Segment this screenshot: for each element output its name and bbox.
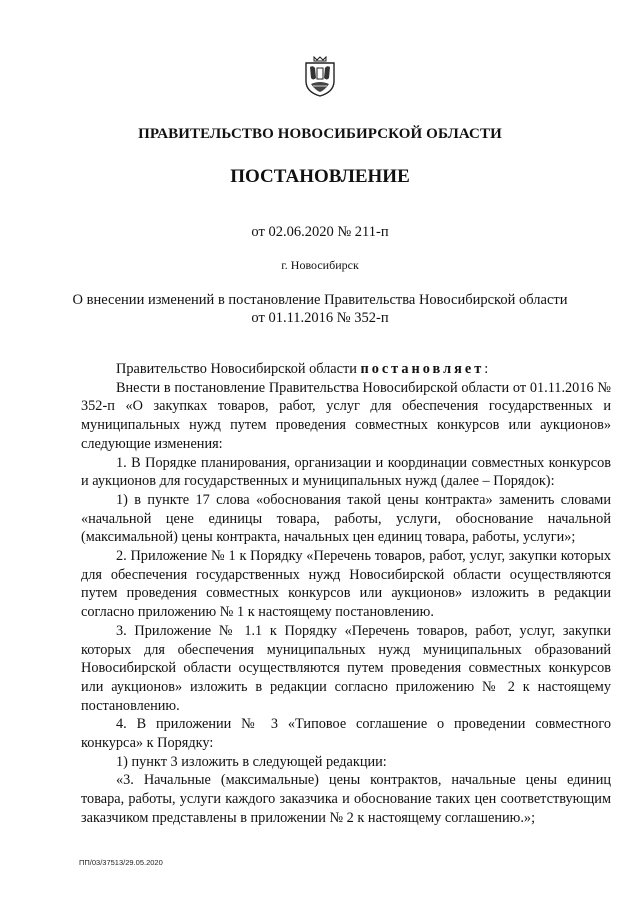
paragraph: 1. В Порядке планирования, организации и координации совместных конкурсов и аукционов для государственных и муниципальных нужд (далее – Порядок): xyxy=(81,454,611,490)
intro-suffix: : xyxy=(484,361,489,377)
paragraph: Внести в постановление Правительства Новосибирской области от 01.11.2016 № 352-п «О закупках товаров, работ, услуг для обеспечения государственных и муниципальных нужд путем проведения совместных конкурсов или аукционов» следующие изменения: xyxy=(81,379,611,452)
paragraph: 2. Приложение № 1 к Порядку «Перечень товаров, работ, услуг, закупки которых для обеспечения государственных нужд Новосибирской области осуществляются путем проведения совместных конкурсов или аукционов» изложить в редакции согласно приложению № 1 к настоящему постановлению. xyxy=(81,548,611,621)
document-type-title: ПОСТАНОВЛЕНИЕ xyxy=(230,166,410,187)
intro-paragraph xyxy=(81,360,611,379)
paragraph: 4. В приложении № 3 «Типовое соглашение о проведении совместного конкурса» к Порядку: xyxy=(81,716,611,752)
city-line: г. Новосибирск xyxy=(281,258,359,272)
coat-of-arms-icon xyxy=(303,54,337,98)
intro-keyword: постановляет xyxy=(360,361,485,377)
document-body xyxy=(81,360,611,828)
paragraph: 1) пункт 3 изложить в следующей редакции: xyxy=(116,753,387,770)
government-title: ПРАВИТЕЛЬСТВО НОВОСИБИРСКОЙ ОБЛАСТИ xyxy=(138,126,502,142)
paragraph: 3. Приложение № 1.1 к Порядку «Перечень товаров, работ, услуг, закупки которых для обеспечения муниципальных нужд муниципальных образований Новосибирской области осуществляются путем проведения совместных конкурсов или аукционов» изложить в редакции согласно приложению № 2 к настоящему постановлению. xyxy=(81,622,611,714)
intro-prefix: Правительство Новосибирской области xyxy=(116,361,361,377)
date-number-line: от 02.06.2020 № 211-п xyxy=(251,224,389,240)
paragraph: «3. Начальные (максимальные) цены контрактов, начальные цены единиц товара, работы, услуги каждого заказчика и обоснование таких цен соответствующим заказчиком представлены в приложении № 2 к настоящему соглашению.»; xyxy=(81,772,611,826)
document-code-footer: ПП/03/37513/29.05.2020 xyxy=(79,858,163,867)
subject-line-2: от 01.11.2016 № 352-п xyxy=(251,310,389,326)
subject-line-1: О внесении изменений в постановление Правительства Новосибирской области xyxy=(72,292,568,308)
paragraph: 1) в пункте 17 слова «обоснования такой цены контракта» заменить словами «начальной цене единицы товара, работы, услуги, обоснование начальной (максимальной) цены контракта, начальных цен единиц товара, работы, услуги»; xyxy=(81,491,611,546)
document-subject xyxy=(0,291,640,327)
